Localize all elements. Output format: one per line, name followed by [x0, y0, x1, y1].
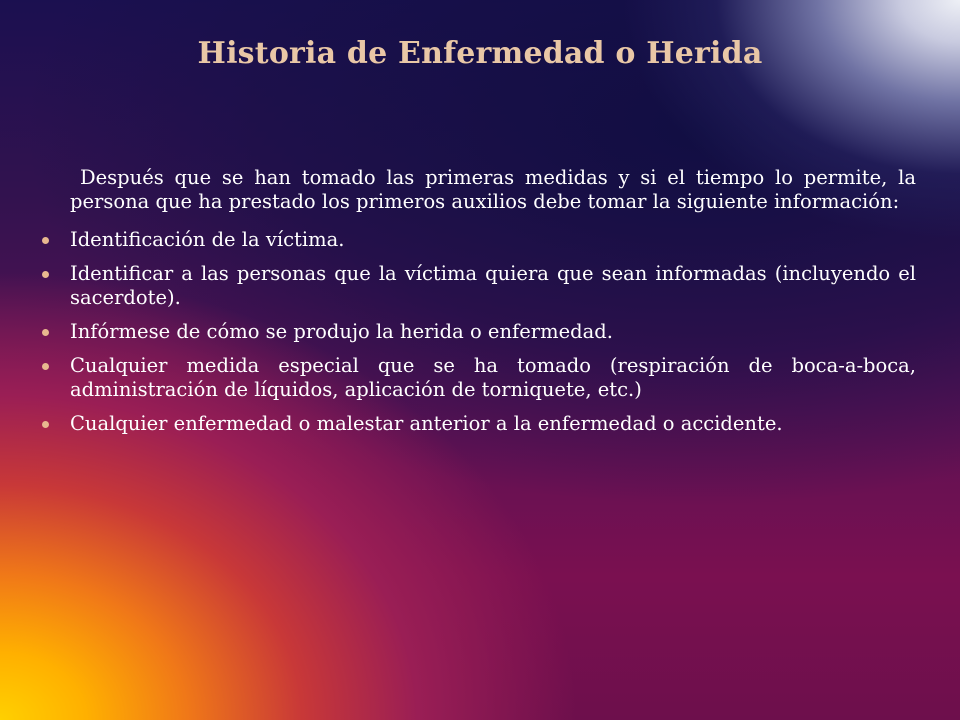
slide-title: Historia de Enfermedad o Herida [197, 36, 763, 71]
bullet-icon [42, 363, 49, 370]
list-item [40, 228, 916, 252]
bullet-icon [42, 271, 49, 278]
list-item [40, 412, 916, 436]
slide-body [40, 166, 916, 446]
list-item-text: Cualquier enfermedad o malestar anterior a la enfermedad o accidente. [70, 412, 783, 435]
intro-paragraph: Después que se han tomado las primeras medidas y si el tiempo lo permite, la persona que ha prestado los primeros auxilios debe tomar la siguiente información: [70, 166, 916, 213]
bullet-icon [42, 329, 49, 336]
list-item-text: Identificación de la víctima. [70, 228, 345, 251]
bullet-icon [42, 421, 49, 428]
list-item [40, 262, 916, 310]
bullet-icon [42, 237, 49, 244]
list-item-text: Cualquier medida especial que se ha tomado (respiración de boca-a-boca, administración de líquidos, aplicación de torniquete, etc.) [70, 354, 916, 401]
list-item-text: Identificar a las personas que la víctima quiera que sean informadas (incluyendo el sacerdote). [70, 262, 916, 309]
list-item [40, 354, 916, 402]
bullet-list [40, 228, 916, 436]
list-item [40, 320, 916, 344]
list-item-text: Infórmese de cómo se produjo la herida o enfermedad. [70, 320, 613, 343]
